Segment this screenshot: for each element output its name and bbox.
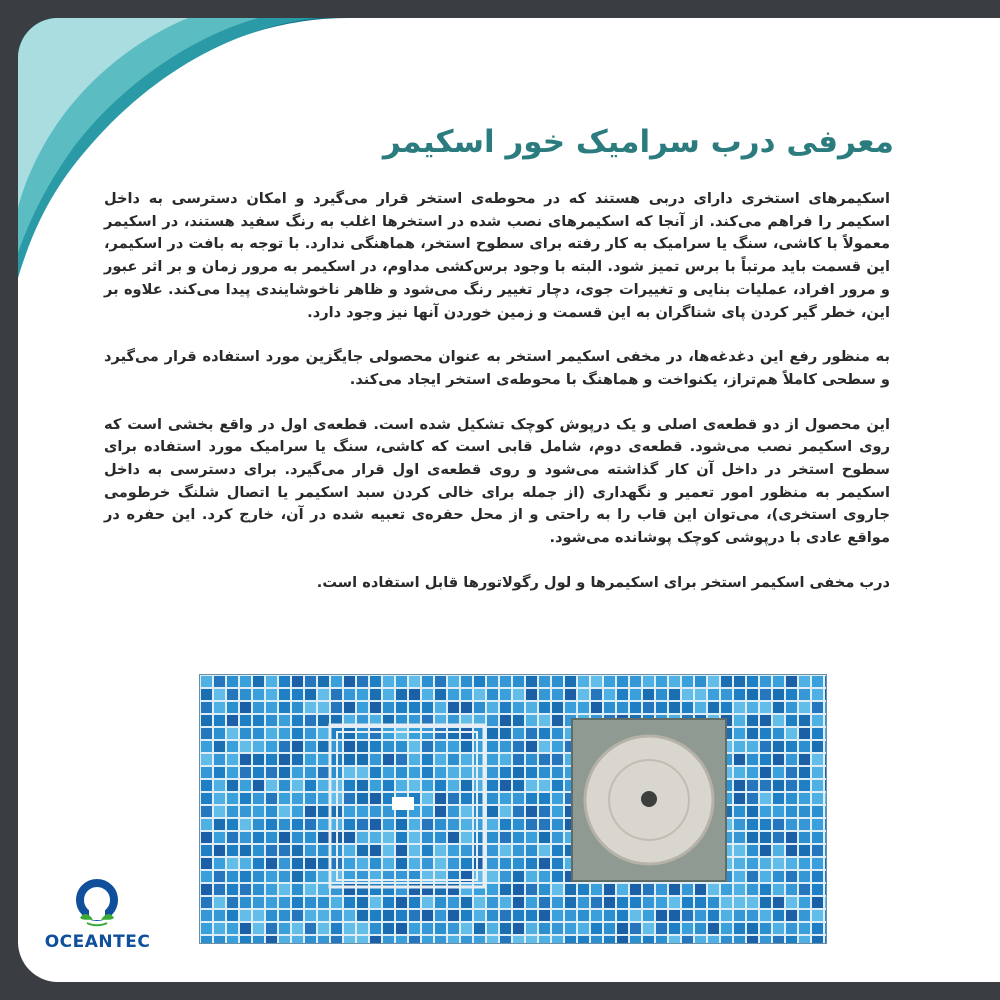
page-frame bbox=[18, 18, 1000, 982]
paragraph-components: این محصول از دو قطعه‌ی اصلی و یک درپوش کوچک تشکیل شده است. قطعه‌ی اول در واقع بخشی است که روی اسکیمر نصب می‌شود. قطعه‌ی دوم، شامل قابی است که کاشی، سنگ یا سرامیک مورد استفاده برای سطوح استخر در داخل آن کار گذاشته می‌شود و روی قطعه‌ی اول قرار می‌گیرد. برای دسترسی به داخل اسکیمر به منظور امور تعمیر و نگهداری (از جمله برای خالی کردن سبد اسکیمر یا اتصال شلنگ خرطومی جاروی استخری)، می‌توان این قاب را به راحتی و از محل حفره‌ی تعبیه شده در آن، خارج کرد. این حفره در مواقع عادی با درپوشی کوچک پوشانده می‌شود. bbox=[104, 415, 890, 547]
logo-wordmark: OCEANTEC bbox=[44, 932, 151, 952]
oceantec-logo-icon bbox=[40, 878, 155, 938]
article-body bbox=[104, 188, 890, 617]
paragraph-usage: درب مخفی اسکیمر استخر برای اسکیمرها و لول رگولاتورها قابل استفاده است. bbox=[316, 573, 890, 591]
paragraph-solution: به منظور رفع این دغدغه‌ها، در مخفی اسکیمر استخر به عنوان محصولی جایگزین مورد استفاده قرار می‌گیرد و سطحی کاملاً هم‌تراز، یکنواخت و هماهنگ با محوطه‌ی استخر ایجاد می‌کند. bbox=[104, 348, 890, 388]
cover-plug bbox=[392, 797, 414, 810]
skimmer-lid-hole bbox=[641, 791, 657, 807]
product-photo bbox=[199, 674, 827, 944]
paragraph-intro: اسکیمرهای استخری دارای دربی هستند که در محوطه‌ی استخر قرار می‌گیرد و امکان دسترسی به داخل اسکیمر را فراهم می‌کند. از آنجا که اسکیمرهای نصب شده در استخرها اغلب به رنگ سفید هستند، در اسکیمر معمولاً با کاشی، سنگ یا سرامیک به کار رفته برای سطوح استخر، هماهنگی ندارد. با توجه به بافت در اسکیمر، این قسمت باید مرتباً با برس تمیز شود. البته با وجود برس‌کشی مداوم، در اسکیمر به مرور زمان و بر اثر عبور و مرور افراد، عملیات بنایی و تغییرات جوی، دچار تغییر رنگ می‌شود و ظاهر ناخوشایندی پیدا می‌کند. علاوه بر این، خطر گیر کردن پای شناگران به این قسمت و زمین خوردن آنها نیز وجود دارد. bbox=[104, 190, 890, 321]
page-title: معرفی درب سرامیک خور اسکیمر bbox=[382, 124, 894, 160]
